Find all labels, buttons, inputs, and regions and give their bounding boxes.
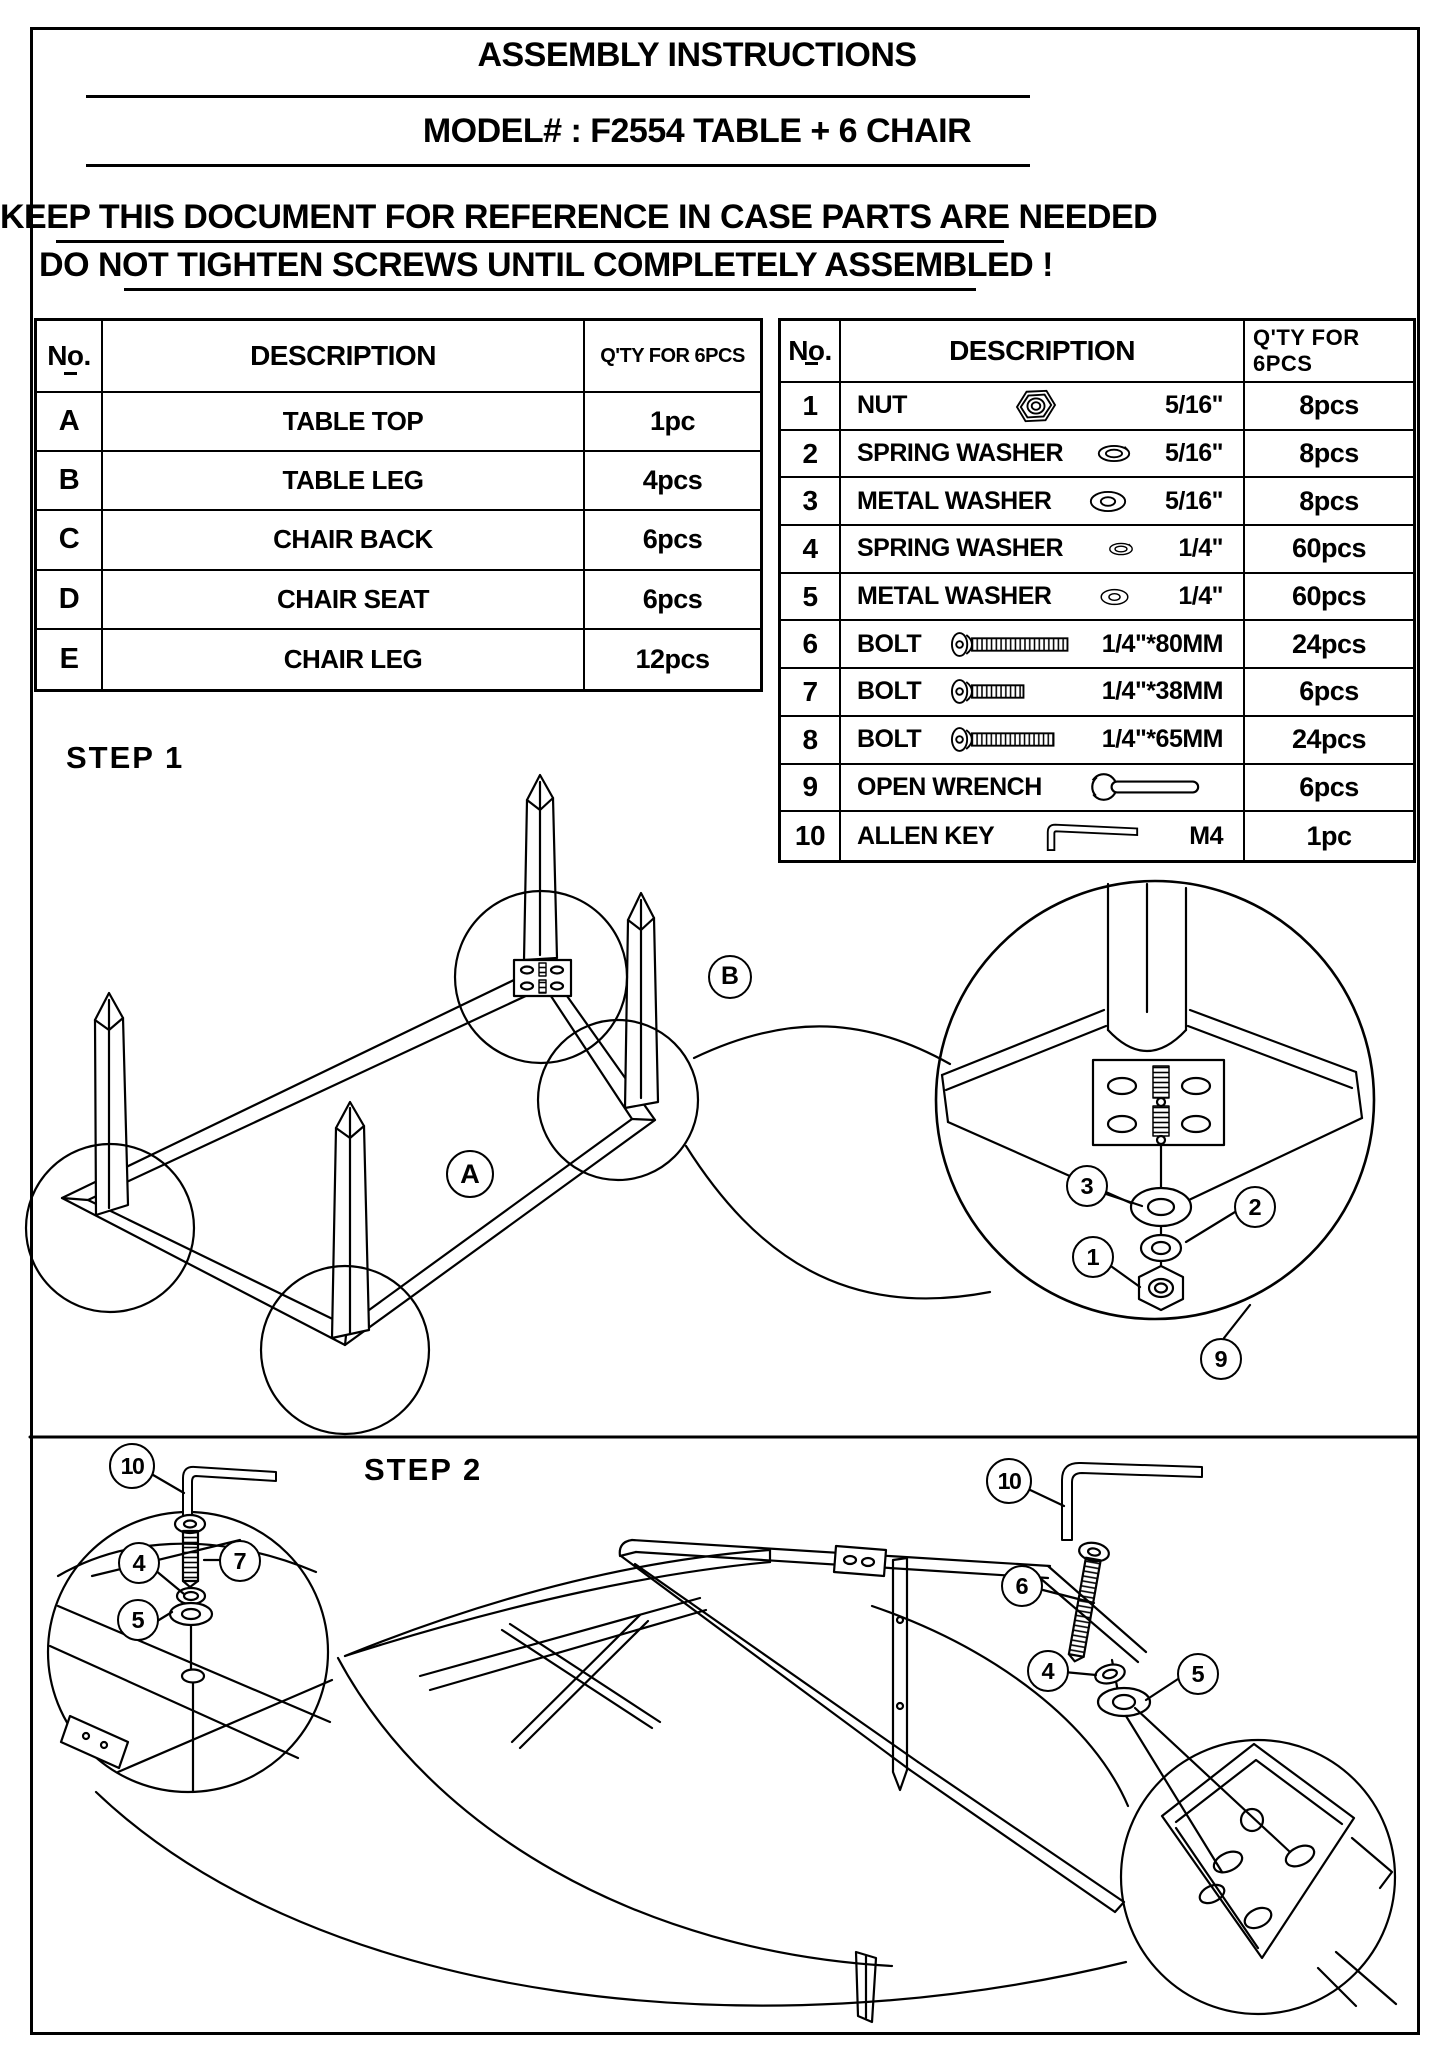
part-description: CHAIR LEG [103, 630, 585, 689]
hardware-label: OPEN WRENCH [857, 772, 1042, 801]
callout-7: 7 [219, 1540, 261, 1582]
parts-table-header-qty: Q'TY FOR 6PCS [585, 321, 760, 393]
hardware-size: 1/4"*65MM [1101, 725, 1223, 754]
callout-2: 2 [1234, 1186, 1276, 1228]
parts-table-header-desc: DESCRIPTION [103, 321, 585, 393]
warning-line-1: KEEP THIS DOCUMENT FOR REFERENCE IN CASE PARTS ARE NEEDED [0, 198, 1158, 236]
hardware-qty: 60pcs [1245, 574, 1413, 622]
hardware-no: 3 [781, 478, 841, 526]
hardware-qty: 24pcs [1245, 621, 1413, 669]
callout-10: 10 [109, 1443, 155, 1489]
part-qty: 6pcs [585, 571, 760, 630]
callout-10: 10 [986, 1458, 1032, 1504]
hardware-no: 4 [781, 526, 841, 574]
hardware-no: 2 [781, 431, 841, 479]
callout-9: 9 [1200, 1338, 1242, 1380]
hardware-size: 5/16" [1164, 486, 1223, 515]
hardware-qty: 6pcs [1245, 669, 1413, 717]
callout-A: A [446, 1150, 494, 1198]
hardware-no: 6 [781, 621, 841, 669]
hardware-label: BOLT [857, 677, 922, 706]
hardware-qty: 1pc [1306, 820, 1352, 851]
hardware-table-header-no: No. [781, 321, 841, 383]
callout-4: 4 [118, 1542, 160, 1584]
step1-label: STEP 1 [66, 740, 185, 775]
hardware-size: 5/16" [1164, 391, 1223, 420]
hardware-label: METAL WASHER [857, 486, 1052, 515]
hardware-no: 7 [781, 669, 841, 717]
hardware-label: SPRING WASHER [857, 439, 1064, 468]
part-no: B [37, 452, 103, 511]
hardware-qty: 24pcs [1245, 717, 1413, 765]
hardware-size: 1/4"*38MM [1101, 677, 1223, 706]
hardware-no: 8 [781, 717, 841, 765]
hardware-size: M4 [1189, 821, 1223, 850]
hardware-size: 1/4" [1178, 534, 1223, 563]
part-no: C [37, 511, 103, 570]
warning-line-2: DO NOT TIGHTEN SCREWS UNTIL COMPLETELY ASSEMBLED ! [39, 246, 1053, 284]
part-description: TABLE LEG [103, 452, 585, 511]
part-description: CHAIR SEAT [103, 571, 585, 630]
hardware-label: METAL WASHER [857, 582, 1052, 611]
step2-label: STEP 2 [364, 1452, 483, 1487]
hardware-size: 1/4"*80MM [1101, 629, 1223, 658]
hardware-size: 1/4" [1178, 582, 1223, 611]
part-qty: 4pcs [585, 452, 760, 511]
callout-1: 1 [1072, 1236, 1114, 1278]
parts-table-header-no: No. [37, 321, 103, 393]
callout-5: 5 [1177, 1653, 1219, 1695]
hardware-label: BOLT [857, 725, 922, 754]
hardware-label: NUT [857, 391, 907, 420]
part-qty: 6pcs [585, 511, 760, 570]
model-line: MODEL# : F2554 TABLE + 6 CHAIR [422, 112, 972, 150]
hardware-table-header-qty: Q'TY FOR 6PCS [1245, 321, 1413, 383]
callout-3: 3 [1066, 1165, 1108, 1207]
hardware-label: SPRING WASHER [857, 534, 1064, 563]
part-qty: 12pcs [635, 643, 710, 674]
page-title: ASSEMBLY INSTRUCTIONS [477, 36, 917, 74]
part-description: CHAIR BACK [103, 511, 585, 570]
hardware-qty: 8pcs [1245, 431, 1413, 479]
hardware-no: 9 [781, 765, 841, 813]
hardware-no: 1 [781, 383, 841, 431]
hardware-label: ALLEN KEY [857, 821, 995, 850]
hardware-table-header-desc: DESCRIPTION [841, 321, 1245, 383]
hardware-qty: 8pcs [1245, 383, 1413, 431]
hardware-label: BOLT [857, 629, 922, 658]
hardware-no: 5 [781, 574, 841, 622]
part-description: TABLE TOP [103, 393, 585, 452]
callout-5: 5 [117, 1599, 159, 1641]
callout-B: B [708, 955, 752, 999]
hardware-qty: 60pcs [1245, 526, 1413, 574]
part-no: D [37, 571, 103, 630]
part-no: A [37, 393, 103, 452]
hardware-no: 10 [781, 812, 841, 860]
hardware-size: 5/16" [1164, 439, 1223, 468]
callout-6: 6 [1001, 1565, 1043, 1607]
callout-4: 4 [1027, 1650, 1069, 1692]
part-no: E [37, 630, 103, 689]
hardware-qty: 8pcs [1245, 478, 1413, 526]
part-qty: 1pc [585, 393, 760, 452]
hardware-qty: 6pcs [1245, 765, 1413, 813]
